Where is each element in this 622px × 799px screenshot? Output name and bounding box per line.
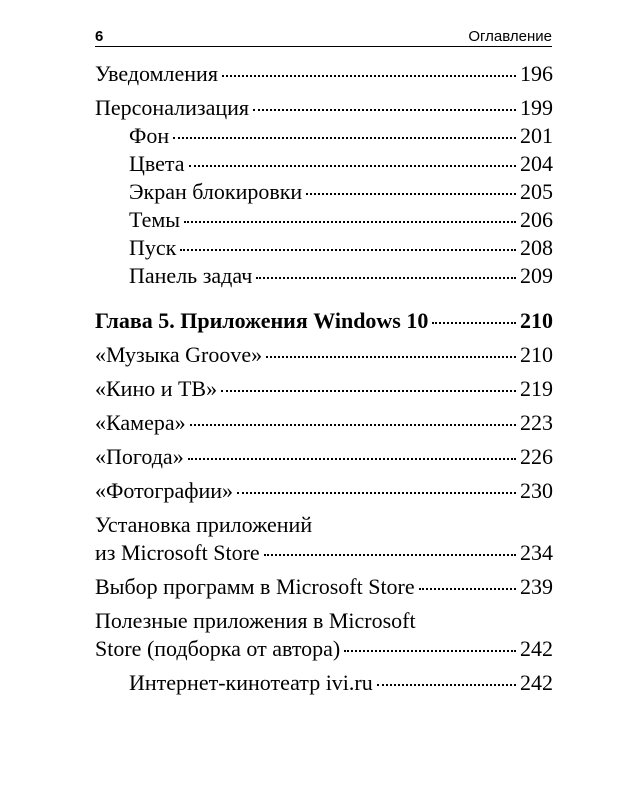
page-number: 6 xyxy=(95,28,104,45)
toc-entry-title: «Погода» xyxy=(95,444,184,469)
toc-entry-page: 219 xyxy=(520,376,553,401)
toc-entry-title: из Microsoft Store xyxy=(95,540,260,565)
toc-subentry xyxy=(95,150,553,178)
toc-subentry xyxy=(95,122,553,150)
dot-leader xyxy=(222,75,516,77)
toc-entry-title: Выбор программ в Microsoft Store xyxy=(95,574,415,599)
toc-entry-title: Экран блокировки xyxy=(129,179,303,204)
toc-subentry xyxy=(95,178,553,206)
toc-entry-page: 201 xyxy=(520,123,553,148)
toc-entry-page: 242 xyxy=(520,636,553,661)
toc-subentry xyxy=(95,262,553,290)
dot-leader xyxy=(432,322,516,324)
dot-leader xyxy=(344,650,516,652)
toc-entry-page: 208 xyxy=(520,235,553,260)
running-header xyxy=(95,28,552,47)
toc-entry-page: 209 xyxy=(520,263,553,288)
toc-chapter-entry xyxy=(95,307,553,335)
dot-leader xyxy=(377,684,516,686)
toc-entry-page: 223 xyxy=(520,410,553,435)
toc-entry-title: Интернет-кинотеатр ivi.ru xyxy=(129,670,373,695)
toc-entry xyxy=(95,375,553,403)
toc-entry xyxy=(95,539,553,567)
dot-leader xyxy=(189,165,516,167)
dot-leader xyxy=(266,356,516,358)
toc-entry-title: Панель задач xyxy=(129,263,253,288)
table-of-contents xyxy=(95,60,553,697)
toc-entry-page: 196 xyxy=(520,61,553,86)
dot-leader xyxy=(190,424,516,426)
toc-subentry xyxy=(95,669,553,697)
toc-entry-title: «Кино и ТВ» xyxy=(95,376,218,401)
toc-entry-title: «Фотографии» xyxy=(95,478,234,503)
section-title: Оглавление xyxy=(468,28,552,45)
toc-entry-title: Фон xyxy=(129,123,170,148)
toc-entry-title: Глава 5. Приложения Windows 10 xyxy=(95,308,429,333)
toc-entry-title: Персонализация xyxy=(95,95,250,120)
toc-entry-page: 230 xyxy=(520,478,553,503)
toc-entry-title: «Музыка Groove» xyxy=(95,342,263,367)
dot-leader xyxy=(419,588,516,590)
toc-entry-page: 242 xyxy=(520,670,553,695)
toc-entry-page: 206 xyxy=(520,207,553,232)
dot-leader xyxy=(264,554,516,556)
toc-entry-page: 226 xyxy=(520,444,553,469)
toc-entry xyxy=(95,341,553,369)
toc-entry-page: 199 xyxy=(520,95,553,120)
toc-entry-title: Store (подборка от автора) xyxy=(95,636,341,661)
dot-leader xyxy=(256,277,516,279)
toc-entry xyxy=(95,635,553,663)
toc-entry-title: «Камера» xyxy=(95,410,186,435)
dot-leader xyxy=(188,458,516,460)
toc-entry xyxy=(95,477,553,505)
dot-leader xyxy=(180,249,516,251)
toc-entry-page: 234 xyxy=(520,540,553,565)
toc-entry-page: 205 xyxy=(520,179,553,204)
toc-entry-title: Цвета xyxy=(129,151,185,176)
toc-entry-title: Темы xyxy=(129,207,181,232)
dot-leader xyxy=(221,390,516,392)
dot-leader xyxy=(237,492,516,494)
toc-entry xyxy=(95,443,553,471)
toc-entry-page: 239 xyxy=(520,574,553,599)
toc-entry xyxy=(95,573,553,601)
toc-entry xyxy=(95,60,553,88)
dot-leader xyxy=(184,221,516,223)
toc-subentry xyxy=(95,206,553,234)
toc-entry-page: 210 xyxy=(520,342,553,367)
toc-subentry xyxy=(95,234,553,262)
toc-entry xyxy=(95,94,553,122)
toc-entry-title-line: Полезные приложения в Microsoft xyxy=(95,608,416,633)
toc-entry-title-line: Установка приложений xyxy=(95,512,313,537)
dot-leader xyxy=(253,109,516,111)
toc-entry xyxy=(95,409,553,437)
toc-entry-title: Уведомления xyxy=(95,61,218,86)
dot-leader xyxy=(173,137,516,139)
toc-entry-title: Пуск xyxy=(129,235,177,260)
toc-entry-page: 204 xyxy=(520,151,553,176)
toc-entry-page: 210 xyxy=(520,308,553,333)
dot-leader xyxy=(306,193,516,195)
